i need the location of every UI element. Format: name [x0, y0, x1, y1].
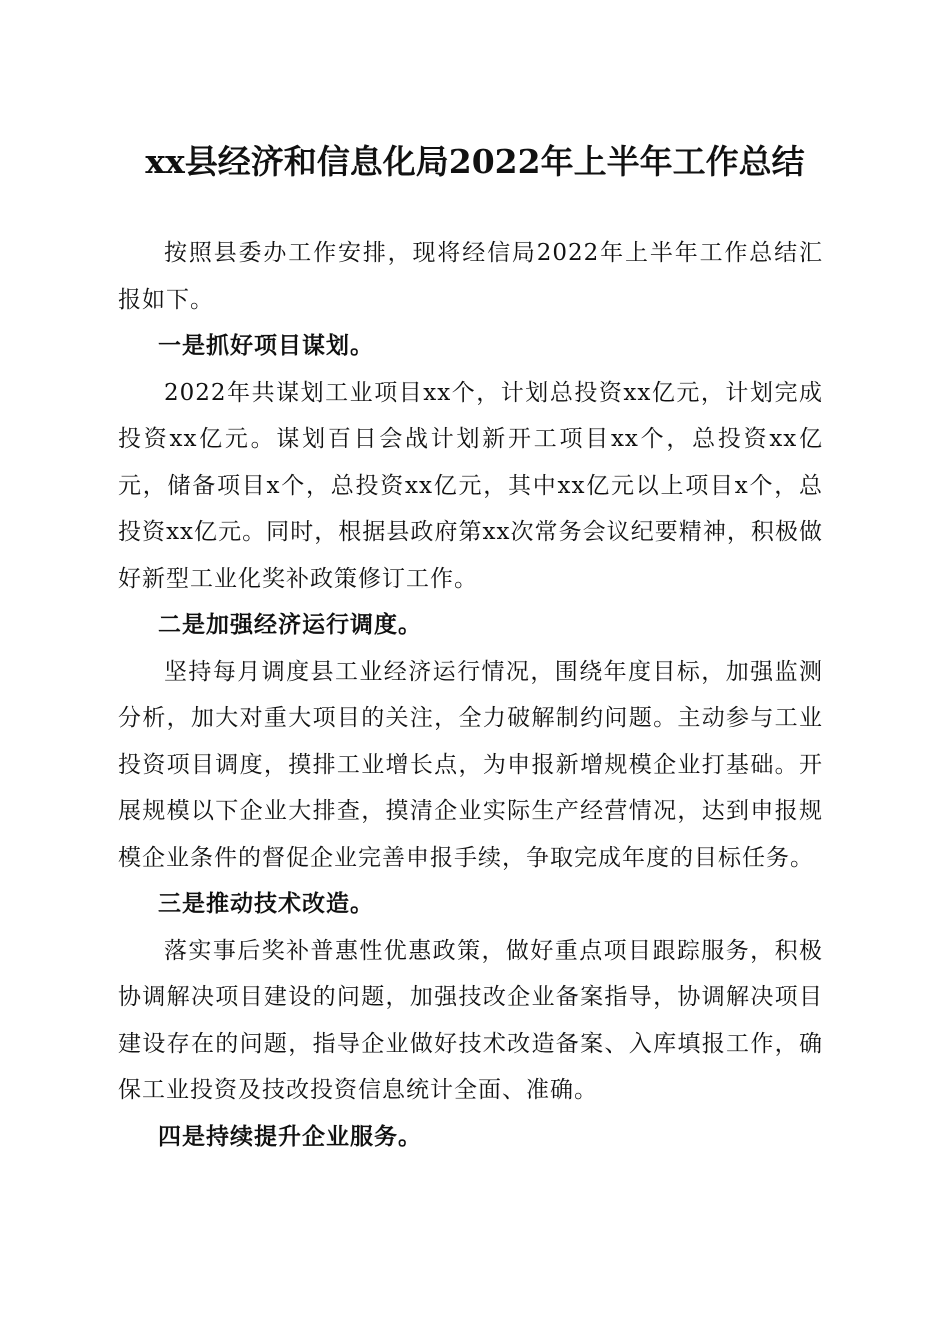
section-body-1: 2022年共谋划工业项目xx个，计划总投资xx亿元，计划完成投资xx亿元。谋划百日会战计划新开工项目xx个，总投资xx亿元，储备项目x个，总投资xx亿元，其中xx亿元以上项目x个，总投资xx亿元。同时，根据县政府第xx次常务会议纪要精神，积极做好新型工业化奖补政策修订工作。 [118, 379, 823, 592]
document-body [118, 230, 823, 1160]
section-heading-2: 二是加强经济运行调度。 [158, 611, 422, 638]
section-heading-4: 四是持续提升企业服务。 [158, 1122, 422, 1150]
intro-paragraph: 按照县委办工作安排，现将经信局2022年上半年工作总结汇报如下。 [118, 240, 823, 313]
document-title: xx县经济和信息化局2022年上半年工作总结 [145, 142, 805, 181]
section-heading-3: 三是推动技术改造。 [158, 890, 374, 917]
section-body-2: 坚持每月调度县工业经济运行情况，围绕年度目标，加强监测分析，加大对重大项目的关注，全力破解制约问题。主动参与工业投资项目调度，摸排工业增长点，为申报新增规模企业打基础。开展规模以下企业大排查，摸清企业实际生产经营情况，达到申报规模企业条件的督促企业完善申报手续，争取完成年度的目标任务。 [118, 658, 823, 871]
section-body-3: 落实事后奖补普惠性优惠政策，做好重点项目跟踪服务，积极协调解决项目建设的问题，加强技改企业备案指导，协调解决项目建设存在的问题，指导企业做好技术改造备案、入库填报工作，确保工业投资及技改投资信息统计全面、准确。 [118, 937, 823, 1103]
section-heading-1: 一是抓好项目谋划。 [158, 332, 374, 359]
